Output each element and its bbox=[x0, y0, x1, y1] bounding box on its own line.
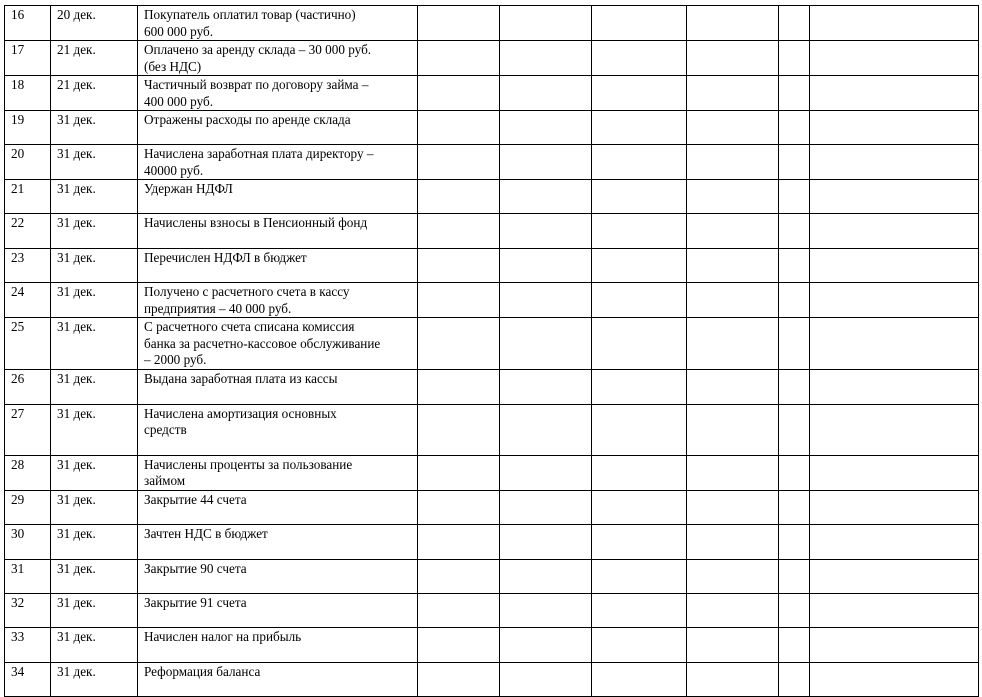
empty-cell bbox=[500, 145, 592, 180]
empty-cell bbox=[418, 490, 500, 524]
row-description bbox=[138, 369, 418, 404]
description-line: Удержан НДФЛ bbox=[144, 181, 233, 196]
empty-cell bbox=[779, 283, 810, 318]
table-row bbox=[5, 455, 979, 490]
empty-cell bbox=[592, 490, 687, 524]
empty-cell bbox=[592, 283, 687, 318]
empty-cell bbox=[810, 145, 979, 180]
table-row bbox=[5, 41, 979, 76]
row-description bbox=[138, 6, 418, 41]
row-date: 31 дек. bbox=[51, 490, 138, 524]
table-row bbox=[5, 180, 979, 214]
row-date: 31 дек. bbox=[51, 214, 138, 249]
empty-cell bbox=[779, 369, 810, 404]
row-date: 31 дек. bbox=[51, 524, 138, 559]
description-line: Получено с расчетного счета в кассу bbox=[144, 284, 350, 299]
row-description bbox=[138, 627, 418, 662]
empty-cell bbox=[810, 559, 979, 593]
empty-cell bbox=[779, 593, 810, 627]
empty-cell bbox=[687, 41, 779, 76]
row-description bbox=[138, 283, 418, 318]
row-date: 31 дек. bbox=[51, 318, 138, 370]
row-date: 21 дек. bbox=[51, 41, 138, 76]
journal-table bbox=[4, 5, 979, 697]
row-description bbox=[138, 490, 418, 524]
description-line: Выдана заработная плата из кассы bbox=[144, 370, 338, 386]
empty-cell bbox=[779, 6, 810, 41]
empty-cell bbox=[500, 627, 592, 662]
table-row bbox=[5, 76, 979, 111]
empty-cell bbox=[592, 111, 687, 145]
row-number: 24 bbox=[5, 283, 51, 318]
empty-cell bbox=[418, 249, 500, 283]
empty-cell bbox=[687, 404, 779, 455]
empty-cell bbox=[810, 404, 979, 455]
row-date: 20 дек. bbox=[51, 6, 138, 41]
empty-cell bbox=[779, 455, 810, 490]
table-row bbox=[5, 593, 979, 627]
empty-cell bbox=[810, 180, 979, 214]
empty-cell bbox=[418, 6, 500, 41]
row-date: 31 дек. bbox=[51, 145, 138, 180]
description-line: Начислены проценты за пользование bbox=[144, 456, 353, 472]
empty-cell bbox=[687, 76, 779, 111]
empty-cell bbox=[779, 249, 810, 283]
empty-cell bbox=[500, 524, 592, 559]
row-description bbox=[138, 404, 418, 455]
empty-cell bbox=[687, 524, 779, 559]
description-line: С расчетного счета списана комиссия bbox=[144, 319, 355, 334]
empty-cell bbox=[779, 627, 810, 662]
empty-cell bbox=[418, 593, 500, 627]
description-line: Отражены расходы по аренде склада bbox=[144, 112, 351, 127]
table-row bbox=[5, 283, 979, 318]
empty-cell bbox=[592, 76, 687, 111]
empty-cell bbox=[418, 524, 500, 559]
empty-cell bbox=[592, 145, 687, 180]
empty-cell bbox=[500, 369, 592, 404]
table-row bbox=[5, 490, 979, 524]
table-body bbox=[5, 6, 979, 697]
empty-cell bbox=[779, 41, 810, 76]
empty-cell bbox=[418, 369, 500, 404]
empty-cell bbox=[500, 404, 592, 455]
empty-cell bbox=[779, 524, 810, 559]
empty-cell bbox=[810, 41, 979, 76]
empty-cell bbox=[687, 180, 779, 214]
row-description bbox=[138, 180, 418, 214]
empty-cell bbox=[810, 6, 979, 41]
row-date: 31 дек. bbox=[51, 455, 138, 490]
empty-cell bbox=[687, 249, 779, 283]
empty-cell bbox=[810, 249, 979, 283]
description-line: Зачтен НДС в бюджет bbox=[144, 525, 268, 541]
row-date: 31 дек. bbox=[51, 111, 138, 145]
row-number: 29 bbox=[5, 490, 51, 524]
empty-cell bbox=[687, 145, 779, 180]
row-number: 31 bbox=[5, 559, 51, 593]
description-line: предприятия – 40 000 руб. bbox=[144, 300, 292, 316]
empty-cell bbox=[592, 404, 687, 455]
empty-cell bbox=[500, 214, 592, 249]
empty-cell bbox=[500, 283, 592, 318]
empty-cell bbox=[500, 41, 592, 76]
row-date: 31 дек. bbox=[51, 627, 138, 662]
empty-cell bbox=[418, 455, 500, 490]
empty-cell bbox=[418, 559, 500, 593]
empty-cell bbox=[779, 214, 810, 249]
row-date: 21 дек. bbox=[51, 76, 138, 111]
row-description bbox=[138, 249, 418, 283]
table-row bbox=[5, 214, 979, 249]
empty-cell bbox=[810, 490, 979, 524]
description-line: займом bbox=[144, 473, 186, 488]
empty-cell bbox=[592, 524, 687, 559]
empty-cell bbox=[500, 455, 592, 490]
row-description bbox=[138, 111, 418, 145]
table-row bbox=[5, 559, 979, 593]
row-number: 16 bbox=[5, 6, 51, 41]
empty-cell bbox=[418, 41, 500, 76]
description-line: Закрытие 90 счета bbox=[144, 560, 247, 576]
empty-cell bbox=[687, 455, 779, 490]
table-row bbox=[5, 145, 979, 180]
row-number: 28 bbox=[5, 455, 51, 490]
empty-cell bbox=[687, 369, 779, 404]
description-line: Перечислен НДФЛ в бюджет bbox=[144, 250, 307, 265]
description-line: Реформация баланса bbox=[144, 663, 261, 679]
empty-cell bbox=[592, 180, 687, 214]
row-number: 34 bbox=[5, 662, 51, 696]
empty-cell bbox=[500, 249, 592, 283]
empty-cell bbox=[810, 662, 979, 696]
row-date: 31 дек. bbox=[51, 369, 138, 404]
empty-cell bbox=[500, 662, 592, 696]
empty-cell bbox=[500, 490, 592, 524]
description-line: (без НДС) bbox=[144, 58, 202, 74]
empty-cell bbox=[810, 524, 979, 559]
empty-cell bbox=[500, 180, 592, 214]
row-description bbox=[138, 455, 418, 490]
description-line: 400 000 руб. bbox=[144, 93, 214, 109]
empty-cell bbox=[810, 369, 979, 404]
empty-cell bbox=[592, 41, 687, 76]
row-number: 33 bbox=[5, 627, 51, 662]
empty-cell bbox=[500, 593, 592, 627]
empty-cell bbox=[500, 76, 592, 111]
description-line: Начислена амортизация основных bbox=[144, 405, 337, 421]
empty-cell bbox=[592, 559, 687, 593]
row-date: 31 дек. bbox=[51, 559, 138, 593]
empty-cell bbox=[418, 627, 500, 662]
row-number: 26 bbox=[5, 369, 51, 404]
description-line: Частичный возврат по договору займа – bbox=[144, 77, 369, 92]
empty-cell bbox=[687, 593, 779, 627]
table-row bbox=[5, 404, 979, 455]
row-date: 31 дек. bbox=[51, 180, 138, 214]
table-row bbox=[5, 662, 979, 696]
empty-cell bbox=[592, 369, 687, 404]
empty-cell bbox=[592, 318, 687, 370]
empty-cell bbox=[687, 490, 779, 524]
empty-cell bbox=[810, 111, 979, 145]
description-line: Закрытие 44 счета bbox=[144, 491, 247, 507]
row-date: 31 дек. bbox=[51, 249, 138, 283]
empty-cell bbox=[418, 180, 500, 214]
empty-cell bbox=[592, 627, 687, 662]
empty-cell bbox=[418, 76, 500, 111]
row-number: 17 bbox=[5, 41, 51, 76]
row-description bbox=[138, 318, 418, 370]
empty-cell bbox=[418, 214, 500, 249]
table-row bbox=[5, 249, 979, 283]
row-number: 21 bbox=[5, 180, 51, 214]
table-row bbox=[5, 627, 979, 662]
empty-cell bbox=[687, 6, 779, 41]
empty-cell bbox=[810, 318, 979, 370]
empty-cell bbox=[500, 6, 592, 41]
row-description bbox=[138, 662, 418, 696]
row-description bbox=[138, 524, 418, 559]
empty-cell bbox=[779, 76, 810, 111]
empty-cell bbox=[779, 111, 810, 145]
empty-cell bbox=[779, 180, 810, 214]
row-number: 20 bbox=[5, 145, 51, 180]
empty-cell bbox=[810, 214, 979, 249]
empty-cell bbox=[418, 318, 500, 370]
row-description bbox=[138, 76, 418, 111]
description-line: Начислена заработная плата директору – bbox=[144, 146, 374, 161]
row-number: 30 bbox=[5, 524, 51, 559]
row-description bbox=[138, 559, 418, 593]
description-line: – 2000 руб. bbox=[144, 352, 207, 367]
description-line: 40000 руб. bbox=[144, 162, 204, 178]
table-row bbox=[5, 6, 979, 41]
description-line: Начислены взносы в Пенсионный фонд bbox=[144, 215, 368, 230]
empty-cell bbox=[687, 318, 779, 370]
row-date: 31 дек. bbox=[51, 593, 138, 627]
empty-cell bbox=[779, 559, 810, 593]
row-date: 31 дек. bbox=[51, 662, 138, 696]
description-line: 600 000 руб. bbox=[144, 23, 214, 39]
empty-cell bbox=[687, 283, 779, 318]
empty-cell bbox=[418, 283, 500, 318]
row-description bbox=[138, 145, 418, 180]
empty-cell bbox=[592, 6, 687, 41]
empty-cell bbox=[592, 593, 687, 627]
empty-cell bbox=[500, 111, 592, 145]
empty-cell bbox=[779, 662, 810, 696]
empty-cell bbox=[687, 627, 779, 662]
description-line: банка за расчетно-кассовое обслуживание bbox=[144, 335, 381, 351]
empty-cell bbox=[418, 145, 500, 180]
empty-cell bbox=[500, 318, 592, 370]
empty-cell bbox=[418, 662, 500, 696]
description-line: Закрытие 91 счета bbox=[144, 594, 247, 610]
empty-cell bbox=[810, 283, 979, 318]
empty-cell bbox=[500, 559, 592, 593]
empty-cell bbox=[810, 593, 979, 627]
empty-cell bbox=[810, 455, 979, 490]
row-date: 31 дек. bbox=[51, 283, 138, 318]
empty-cell bbox=[779, 490, 810, 524]
row-number: 19 bbox=[5, 111, 51, 145]
empty-cell bbox=[592, 249, 687, 283]
empty-cell bbox=[592, 455, 687, 490]
empty-cell bbox=[592, 662, 687, 696]
row-number: 25 bbox=[5, 318, 51, 370]
empty-cell bbox=[687, 559, 779, 593]
table-row bbox=[5, 111, 979, 145]
empty-cell bbox=[418, 111, 500, 145]
row-number: 18 bbox=[5, 76, 51, 111]
row-number: 27 bbox=[5, 404, 51, 455]
description-line: Покупатель оплатил товар (частично) bbox=[144, 7, 356, 22]
row-date: 31 дек. bbox=[51, 404, 138, 455]
row-description bbox=[138, 593, 418, 627]
description-line: средств bbox=[144, 422, 187, 437]
row-description bbox=[138, 214, 418, 249]
empty-cell bbox=[779, 404, 810, 455]
row-number: 22 bbox=[5, 214, 51, 249]
empty-cell bbox=[810, 627, 979, 662]
table-row bbox=[5, 318, 979, 370]
empty-cell bbox=[592, 214, 687, 249]
empty-cell bbox=[779, 318, 810, 370]
empty-cell bbox=[810, 76, 979, 111]
empty-cell bbox=[418, 404, 500, 455]
table-row bbox=[5, 369, 979, 404]
description-line: Оплачено за аренду склада – 30 000 руб. bbox=[144, 42, 372, 57]
empty-cell bbox=[687, 662, 779, 696]
row-number: 32 bbox=[5, 593, 51, 627]
empty-cell bbox=[687, 111, 779, 145]
empty-cell bbox=[779, 145, 810, 180]
description-line: Начислен налог на прибыль bbox=[144, 628, 302, 644]
row-description bbox=[138, 41, 418, 76]
table-row bbox=[5, 524, 979, 559]
row-number: 23 bbox=[5, 249, 51, 283]
empty-cell bbox=[687, 214, 779, 249]
